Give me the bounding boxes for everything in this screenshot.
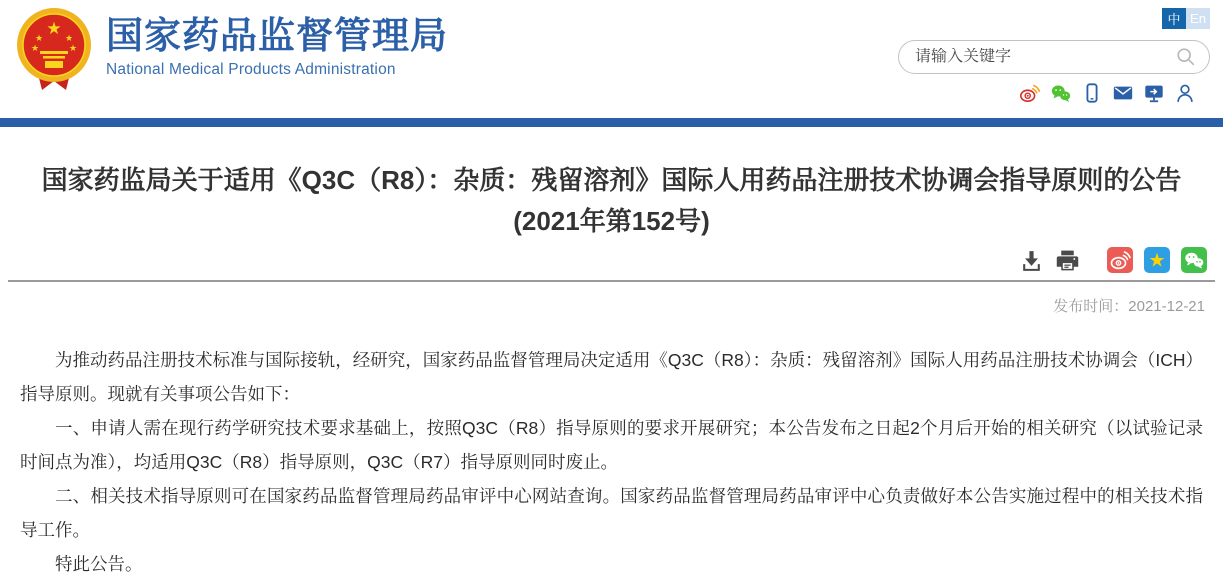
paragraph-item-2: 二、相关技术指导原则可在国家药品监督管理局药品审评中心网站查询。国家药品监督管理局药品审评中心负责做好本公告实施过程中的相关技术指导工作。 [20, 486, 1203, 540]
user-icon[interactable] [1174, 82, 1196, 104]
lang-zh-button[interactable]: 中 [1162, 8, 1186, 29]
brand-text [106, 6, 448, 79]
site-header [0, 0, 1223, 118]
svg-text:★: ★ [30, 43, 40, 53]
publish-date-row [18, 295, 1205, 316]
article-toolbar [16, 247, 1207, 273]
download-icon[interactable] [1019, 248, 1044, 273]
mobile-icon[interactable] [1081, 82, 1103, 104]
language-switch [1162, 8, 1210, 29]
page-title [20, 160, 1203, 242]
share-weibo-icon[interactable] [1107, 247, 1133, 273]
client-icon[interactable] [1143, 82, 1165, 104]
article-title-line2: (2021年第152号) [513, 206, 710, 236]
paragraph-intro: 为推动药品注册技术标准与国际接轨，经研究，国家药品监督管理局决定适用《Q3C（R8）：杂质：残留溶剂》国际人用药品注册技术协调会（ICH）指导原则。现就有关事项公告如下： [20, 350, 1203, 404]
svg-text:★: ★ [1148, 250, 1166, 272]
article-title-line1: 国家药监局关于适用《Q3C（R8）：杂质：残留溶剂》国际人用药品注册技术协调会指导原则的公告 [41, 165, 1182, 195]
article-body [20, 343, 1203, 581]
article-content [0, 127, 1223, 581]
svg-text:★: ★ [64, 33, 74, 43]
share-qzone-icon[interactable] [1144, 247, 1170, 273]
publish-date-label: 发布时间： [1053, 298, 1129, 315]
header-divider-bar [0, 118, 1223, 127]
share-wechat-icon[interactable] [1181, 247, 1207, 273]
search-icon[interactable] [1175, 46, 1197, 68]
paragraph-item-1: 一、申请人需在现行药学研究技术要求基础上，按照Q3C（R8）指导原则的要求开展研究；本公告发布之日起2个月后开始的相关研究（以试验记录时间点为准），均适用Q3C（R8）指导原则，Q3C（R7）指导原则同时废止。 [20, 418, 1203, 472]
svg-text:★: ★ [68, 43, 78, 53]
svg-text:★: ★ [46, 19, 62, 38]
print-icon[interactable] [1055, 248, 1080, 273]
weibo-icon[interactable] [1019, 82, 1041, 104]
search-input[interactable] [915, 48, 1175, 66]
site-name-en: National Medical Products Administration [106, 61, 396, 78]
site-brand[interactable] [14, 6, 448, 92]
lang-en-button[interactable]: En [1186, 8, 1210, 29]
search-box[interactable] [898, 40, 1210, 74]
paragraph-closing: 特此公告。 [55, 554, 143, 574]
content-divider [8, 280, 1215, 282]
national-emblem-logo [14, 6, 94, 92]
svg-text:★: ★ [34, 33, 44, 43]
header-social-icons [1019, 82, 1196, 104]
wechat-icon[interactable] [1050, 82, 1072, 104]
mail-icon[interactable] [1112, 82, 1134, 104]
site-name: 国家药品监督管理局 [106, 15, 448, 56]
publish-date: 2021-12-21 [1128, 298, 1205, 315]
